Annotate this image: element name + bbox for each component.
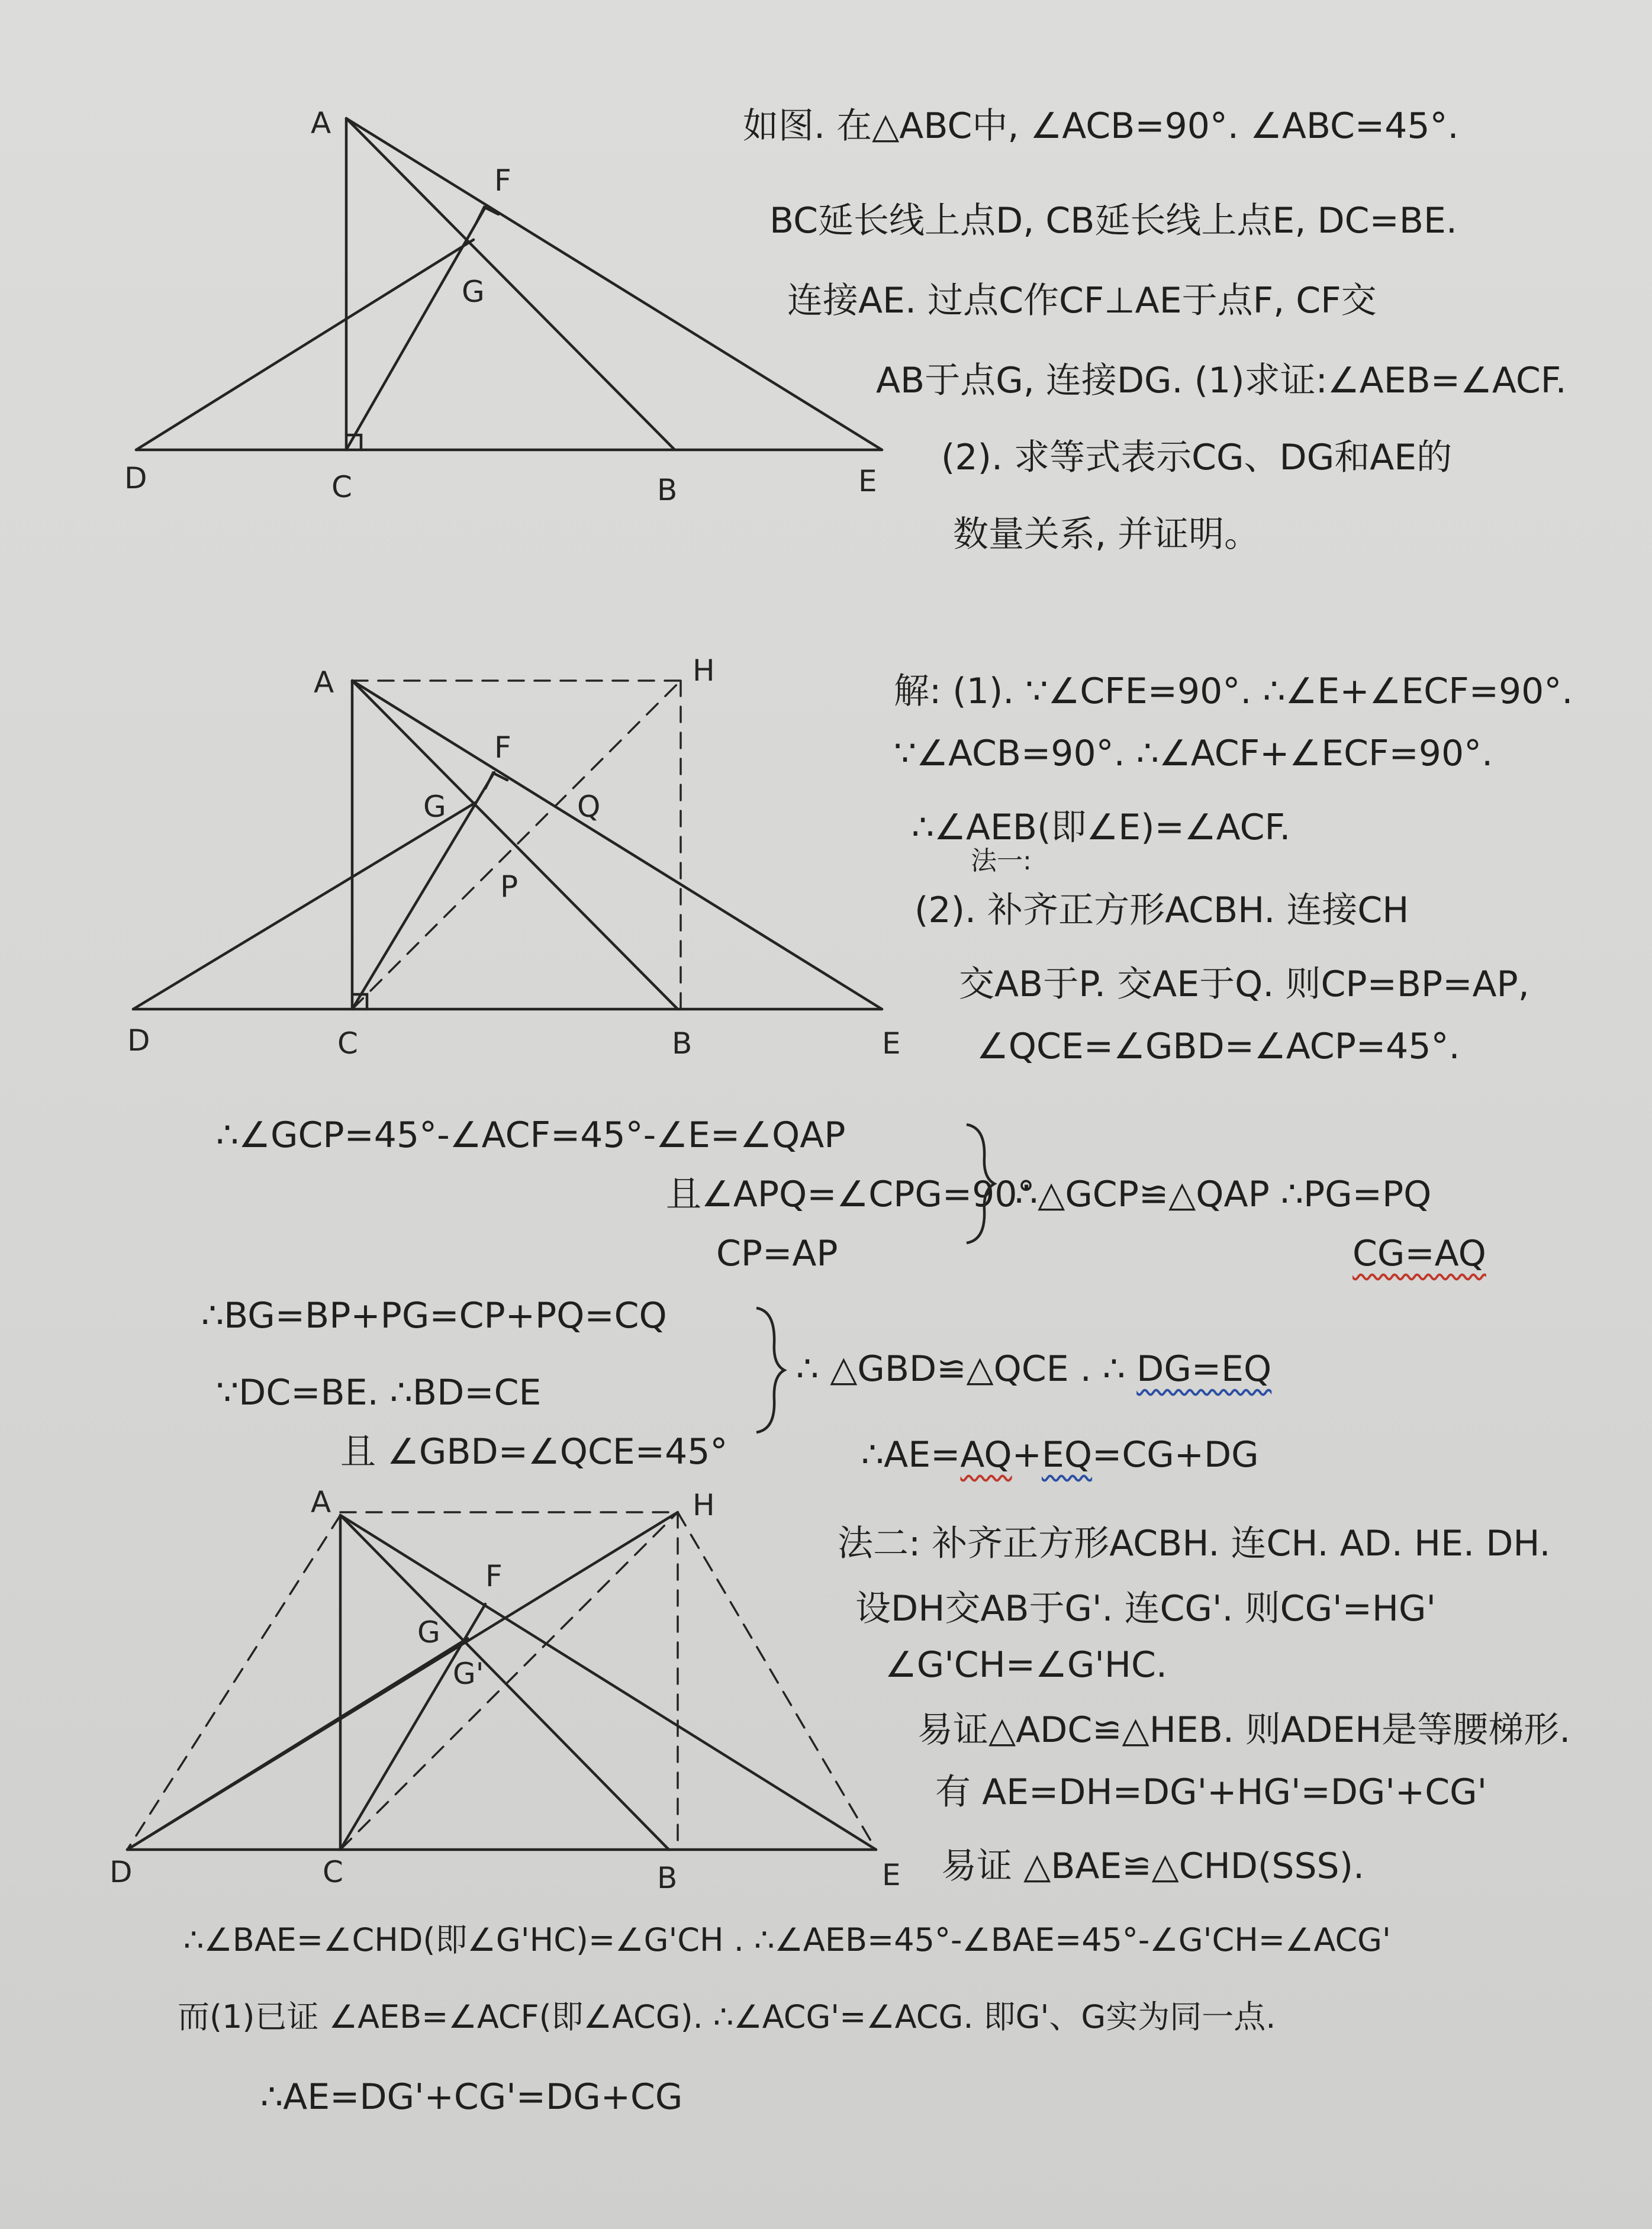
problem-line-6: 数量关系, 并证明。 [953,514,1260,555]
block2-conclusion-text: ∴ △GBD≌△QCE . ∴ [796,1348,1126,1390]
fig1-label-B: B [657,473,678,507]
block2-line-1: ∴BG=BP+PG=CP+PQ=CQ [201,1295,667,1336]
fig2-label-H: H [693,653,715,688]
method2-line-2: 设DH交AB于G'. 连CG'. 则CG'=HG' [855,1588,1436,1629]
problem-line-2: BC延长线上点D, CB延长线上点E, DC=BE. [769,200,1457,241]
figure-1-lines [136,118,882,450]
fig3-label-D: D [110,1855,133,1889]
final-line-2: 而(1)已证 ∠AEB=∠ACF(即∠ACG). ∴∠ACG'=∠ACG. 即G'、G实为同一点. [178,1998,1276,2035]
method2-line-3: ∠G'CH=∠G'HC. [885,1644,1167,1686]
fig3-label-C: C [323,1855,343,1889]
fig3-label-G: G [417,1615,440,1650]
part1-line-2: ∵∠ACB=90°. ∴∠ACF+∠ECF=90°. [894,733,1493,774]
fig3-label-A: A [311,1485,331,1519]
fig3-label-H: H [693,1488,715,1522]
ae-sum-eq: EQ [1041,1434,1093,1476]
fig1-label-F: F [494,163,511,198]
brace-2 [752,1305,787,1435]
cg-equals-aq: CG=AQ [1352,1233,1486,1274]
block2-line-3: 且 ∠GBD=∠QCE=45° [340,1431,728,1473]
fig2-label-P: P [500,869,519,904]
problem-line-4: AB于点G, 连接DG. (1)求证:∠AEB=∠ACF. [876,360,1567,401]
block1-line-1: ∴∠GCP=45°-∠ACF=45°-∠E=∠QAP [216,1114,846,1156]
fig1-label-A: A [311,106,331,140]
part2-intro-line-1: (2). 补齐正方形ACBH. 连接CH [914,890,1409,931]
method2-line-5: 有 AE=DH=DG'+HG'=DG'+CG' [935,1771,1487,1813]
fig1-label-C: C [331,470,352,504]
ae-sum-pre: ∴AE= [861,1434,961,1476]
fig2-label-E: E [882,1026,901,1061]
fig2-label-D: D [127,1023,150,1058]
fig3-label-F: F [485,1559,503,1593]
fig3-label-G-prime: G' [453,1657,484,1691]
method-1-label: 法一: [971,846,1032,876]
fig2-label-Q: Q [577,790,601,824]
final-line-1: ∴∠BAE=∠CHD(即∠G'HC)=∠G'CH . ∴∠AEB=45°-∠BAE=45°-∠G'CH=∠ACG' [183,1921,1391,1959]
fig2-label-C: C [337,1026,358,1061]
block1-conclusion-1: ∴△GCP≌△QAP ∴PG=PQ [1015,1174,1432,1215]
fig2-label-G: G [423,790,446,824]
method2-line-1: 法二: 补齐正方形ACBH. 连CH. AD. HE. DH. [838,1523,1551,1564]
ae-sum-line [861,1429,1259,1480]
block2-line-2: ∵DC=BE. ∴BD=CE [216,1372,542,1413]
figure-3-lines [127,1512,876,1850]
part2-intro-line-2: 交AB于P. 交AE于Q. 则CP=BP=AP, [959,964,1529,1005]
problem-line-1: 如图. 在△ABC中, ∠ACB=90°. ∠ABC=45°. [743,105,1459,147]
fig2-label-F: F [494,730,511,765]
problem-line-3: 连接AE. 过点C作CF⊥AE于点F, CF交 [787,280,1377,321]
fig2-label-B: B [672,1026,693,1061]
brace-1 [962,1122,997,1246]
fig2-label-A: A [314,665,334,700]
dg-equals-eq: DG=EQ [1136,1348,1272,1390]
ae-sum-plus: + [1012,1434,1042,1476]
part1-line-3: ∴∠AEB(即∠E)=∠ACF. [912,807,1291,848]
method2-line-4: 易证△ADC≌△HEB. 则ADEH是等腰梯形. [917,1709,1571,1751]
part2-intro-line-3: ∠QCE=∠GBD=∠ACP=45°. [977,1026,1460,1067]
figure-2-lines [133,681,882,1009]
ae-sum-post: =CG+DG [1092,1434,1259,1476]
part1-line-1: 解: (1). ∵∠CFE=90°. ∴∠E+∠ECF=90°. [894,671,1573,712]
problem-line-5: (2). 求等式表示CG、DG和AE的 [941,437,1453,478]
fig1-label-E: E [858,464,877,498]
ae-sum-aq: AQ [960,1434,1012,1476]
block1-line-2: 且∠APQ=∠CPG=90° [666,1174,1035,1215]
fig1-label-D: D [124,461,147,495]
fig3-label-B: B [657,1861,678,1895]
block1-line-3: CP=AP [716,1233,838,1274]
final-line-3: ∴AE=DG'+CG'=DG+CG [260,2076,683,2118]
fig3-label-E: E [882,1858,901,1892]
method2-line-6: 易证 △BAE≌△CHD(SSS). [941,1845,1365,1887]
block2-conclusion-pre [796,1344,1271,1394]
fig1-label-G: G [462,275,485,309]
